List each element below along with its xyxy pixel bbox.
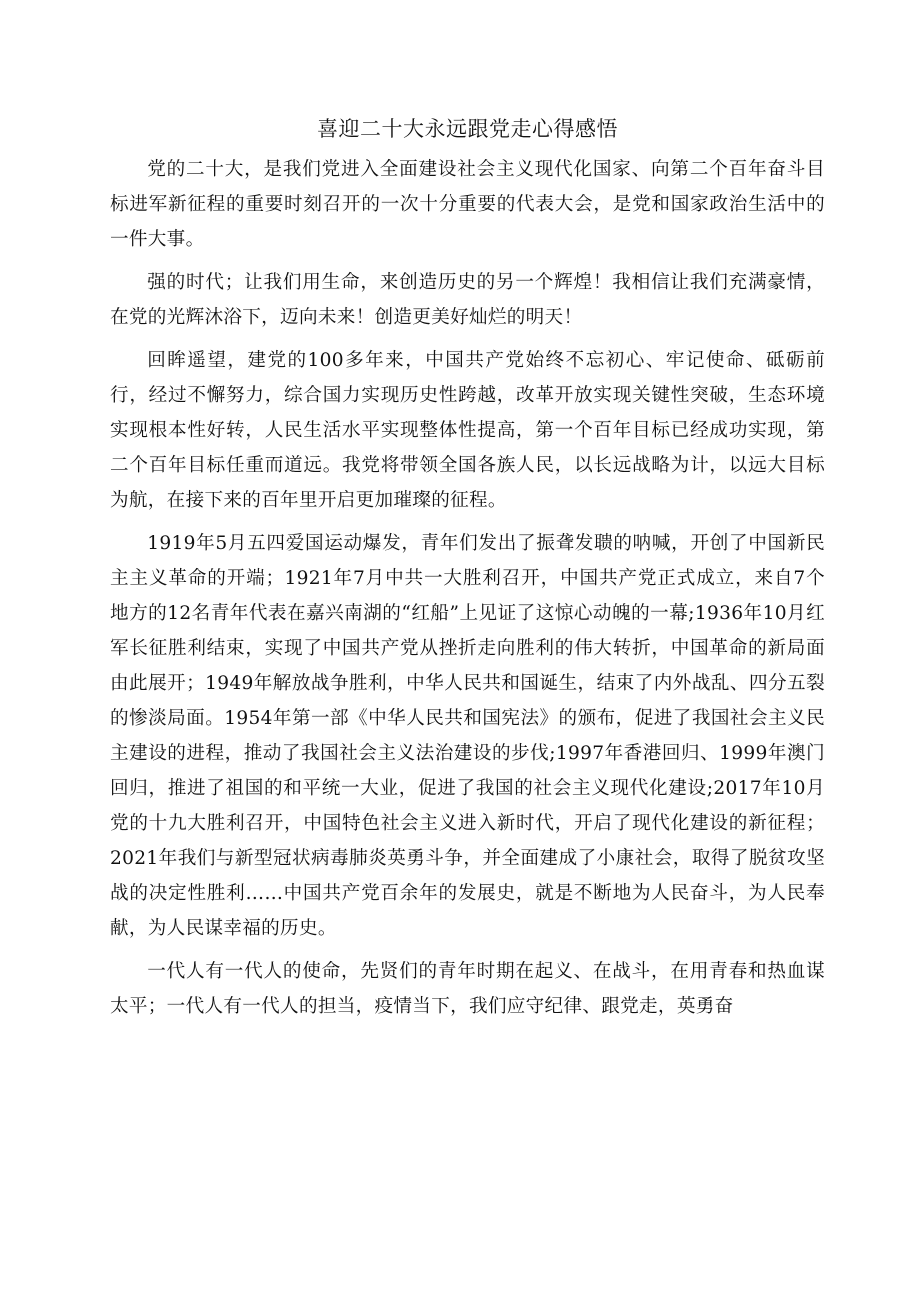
document-body: [110, 112, 825, 1024]
document-title: 喜迎二十大永远跟党走心得感悟: [317, 117, 618, 141]
paragraph-era: 强的时代；让我们用生命，来创造历史的另一个辉煌！我相信让我们充满豪情，在党的光辉沐浴下，迈向未来！创造更美好灿烂的明天！: [110, 272, 825, 328]
paragraph-retrospect: 回眸遥望，建党的100多年来，中国共产党始终不忘初心、牢记使命、砥砺前行，经过不懈努力，综合国力实现历史性跨越，改革开放实现关键性突破，生态环境实现根本性好转，人民生活水平实现整体性提高，第一个百年目标已经成功实现，第二个百年目标任重而道远。我党将带领全国各族人民，以长远战略为计，以远大目标为航，在接下来的百年里开启更加璀璨的征程。: [110, 350, 825, 511]
paragraph-mission: 一代人有一代人的使命，先贤们的青年时期在起义、在战斗，在用青春和热血谋太平；一代人有一代人的担当，疫情当下，我们应守纪律、跟党走，英勇奋: [110, 961, 825, 1017]
paragraph-intro: 党的二十大，是我们党进入全面建设社会主义现代化国家、向第二个百年奋斗目标进军新征程的重要时刻召开的一次十分重要的代表大会，是党和国家政治生活中的一件大事。: [110, 159, 825, 250]
paragraph-history: 1919年5月五四爱国运动爆发，青年们发出了振聋发聩的呐喊，开创了中国新民主主义革命的开端；1921年7月中共一大胜利召开，中国共产党正式成立，来自7个地方的12名青年代表在嘉兴南湖的“红船”上见证了这惊心动魄的一幕;1936年10月红军长征胜利结束，实现了中国共产党从挫折走向胜利的伟大转折，中国革命的新局面由此展开；1949年解放战争胜利，中华人民共和国诞生，结束了内外战乱、四分五裂的惨淡局面。1954年第一部《中华人民共和国宪法》的颁布，促进了我国社会主义民主建设的进程，推动了我国社会主义法治建设的步伐;1997年香港回归、1999年澳门回归，推进了祖国的和平统一大业，促进了我国的社会主义现代化建设;2017年10月党的十九大胜利召开，中国特色社会主义进入新时代，开启了现代化建设的新征程；2021年我们与新型冠状病毒肺炎英勇斗争，并全面建成了小康社会，取得了脱贫攻坚战的决定性胜利……中国共产党百余年的发展史，就是不断地为人民奋斗，为人民奉献，为人民谋幸福的历史。: [110, 533, 825, 939]
